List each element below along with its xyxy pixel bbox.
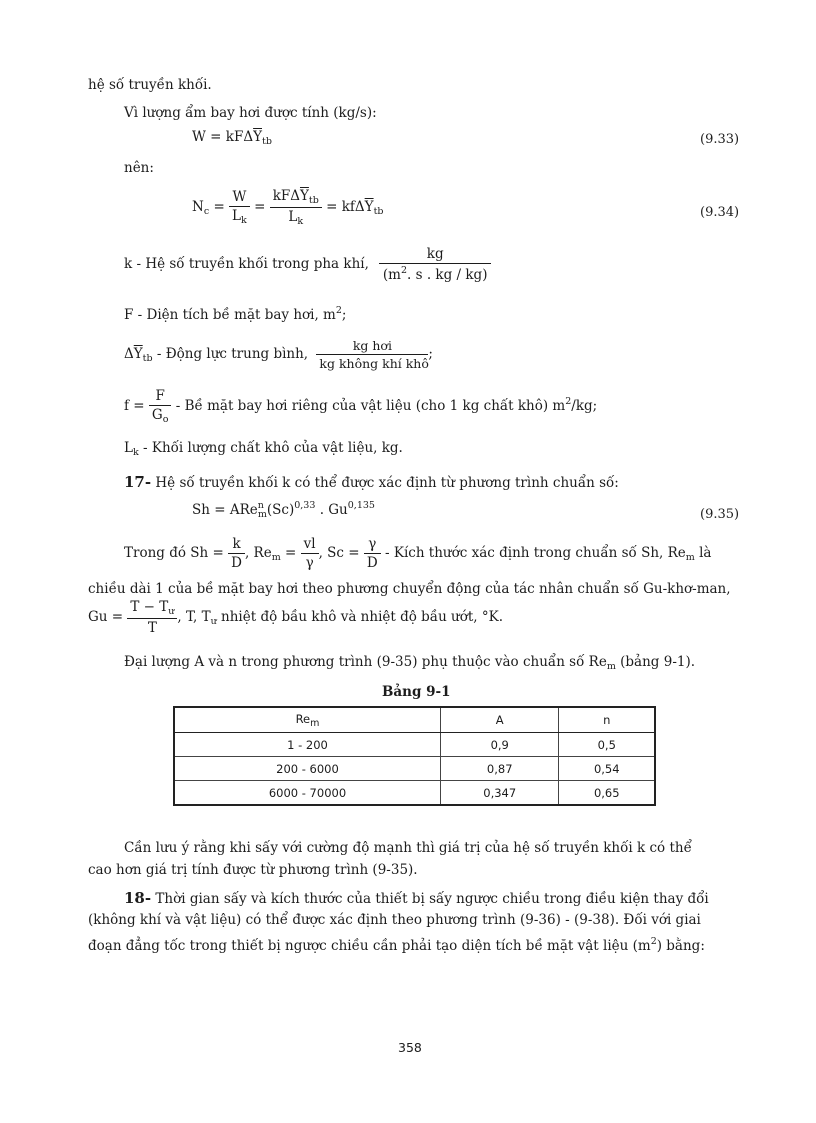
definition-F <box>124 305 346 323</box>
fraction <box>301 536 319 571</box>
eq-sub: tb <box>308 195 319 206</box>
fraction <box>316 338 428 371</box>
page-number: 358 <box>398 1040 422 1055</box>
eq-sub: tb <box>373 206 384 217</box>
table-header-cell: A <box>440 707 559 733</box>
data-table <box>173 706 656 806</box>
text-fragment: đoạn đẳng tốc trong thiết bị ngược chiều cần phải tạo diện tích bề mặt vật liệu (m <box>88 938 651 954</box>
eq-den <box>149 406 172 425</box>
eq-num <box>127 599 177 619</box>
definition-Lk <box>124 440 403 458</box>
eq-text: , Sc = <box>318 545 360 561</box>
eq-sup: 0,135 <box>347 500 375 511</box>
eq-text: Δ <box>124 346 134 362</box>
table-cell: 0,87 <box>440 757 559 781</box>
definition-dY <box>124 338 433 371</box>
eq-sub: tb <box>262 136 272 147</box>
fraction <box>149 388 172 425</box>
eq-text: , <box>177 609 182 625</box>
table-cell: 0,9 <box>440 733 559 757</box>
eq-text: W = kFΔ <box>192 129 254 145</box>
eq-text: L <box>288 209 298 225</box>
eq-text: $\overline{Y}$ <box>133 346 143 362</box>
eq-text: . s . kg / kg) <box>407 267 488 283</box>
eq-num: kg <box>379 246 491 264</box>
eq-sub: m <box>606 661 616 672</box>
text-fragment: Hệ số truyền khối k có thể được xác định từ phương trình chuẩn số: <box>155 475 619 491</box>
table-cell: 6000 - 70000 <box>174 781 440 806</box>
eq-text: , Re <box>244 545 272 561</box>
table-cell: 1 - 200 <box>174 733 440 757</box>
eq-text: (m <box>382 267 401 283</box>
table-cell: 0,54 <box>559 757 655 781</box>
eq-text: = <box>285 545 297 561</box>
section-number: 18- <box>124 889 152 907</box>
eq-text: $\overline{Y}$ <box>253 129 262 145</box>
eq-text: kFΔ <box>272 188 300 204</box>
eq-den: D <box>231 555 242 571</box>
eq-num: γ <box>364 536 381 554</box>
fraction <box>364 536 381 571</box>
header-text: Re <box>295 711 311 726</box>
text-fragment: /kg; <box>571 398 598 414</box>
text-line: Cần lưu ý rằng khi sấy với cường độ mạnh thì giá trị của hệ số truyền khối k có thể <box>124 840 692 856</box>
eq-sup: 0,33 <box>294 500 316 511</box>
text-fragment: T, T <box>186 609 211 625</box>
text-fragment: - Kích thước xác định trong chuẩn số Sh, Re <box>385 545 686 561</box>
fraction <box>127 599 177 636</box>
header-sub: m <box>310 717 320 729</box>
text-fragment: ; <box>428 346 433 362</box>
eq-text: $\overline{Y}$ <box>364 199 374 215</box>
eq-den <box>270 208 322 227</box>
text-fragment: k - Hệ số truyền khối trong pha khí, <box>124 256 369 272</box>
eq-sup: 2 <box>650 936 657 947</box>
table-cell: 0,5 <box>559 733 655 757</box>
eq-den: kg không khí khô <box>319 356 429 371</box>
table-header-row <box>174 707 655 733</box>
eq-text: G <box>151 407 163 423</box>
text-fragment: - Khối lượng chất khô của vật liệu, kg. <box>143 440 403 456</box>
eq-den: γ <box>305 555 314 571</box>
text-fragment: hệ số truyền khối. <box>88 77 212 93</box>
text-fragment: Vì lượng ẩm bay hơi được tính (kg/s): <box>124 105 377 121</box>
eq-num: W <box>229 189 250 207</box>
eq-sub: ư <box>168 606 175 617</box>
eq-sub: k <box>297 216 304 227</box>
eq-text: f = <box>124 398 145 414</box>
eq-text: $\overline{Y}$ <box>299 188 309 204</box>
text-fragment: - Bề mặt bay hơi riêng của vật liệu (cho 1 kg chất khô) m <box>175 398 566 414</box>
eq-sub: m <box>685 552 695 563</box>
eq-sub: m <box>271 552 281 563</box>
text-line <box>124 105 377 121</box>
fraction <box>270 188 322 227</box>
text-fragment: ) bằng: <box>656 938 705 954</box>
eq-den: T <box>147 620 157 636</box>
table-cell: 0,347 <box>440 781 559 806</box>
eq-sub: ư <box>210 616 217 627</box>
definition-f <box>124 388 597 425</box>
eq-den: D <box>366 555 378 571</box>
text-line <box>88 77 212 93</box>
equation-9-35 <box>192 500 375 520</box>
eq-num: F <box>149 388 172 406</box>
table-cell: 200 - 6000 <box>174 757 440 781</box>
definition-k <box>124 246 491 283</box>
eq-den <box>379 264 491 283</box>
table-header-cell: n <box>559 707 655 733</box>
text-line <box>88 936 705 954</box>
text-line: chiều dài 1 của bề mặt bay hơi theo phương chuyển động của tác nhân chuẩn số Gu-khơ-man, <box>88 581 731 597</box>
eq-sub: m <box>257 509 267 520</box>
text-fragment: là <box>699 545 712 561</box>
table-header-cell <box>174 707 440 733</box>
gu-line <box>88 599 503 636</box>
eq-sub: c <box>203 206 210 217</box>
text-fragment: F - Diện tích bề mặt bay hơi, m <box>124 307 336 323</box>
equation-number: (9.33) <box>700 132 740 147</box>
definitions-line <box>124 536 711 571</box>
eq-text: T − T <box>130 599 169 615</box>
eq-num: vl <box>301 536 319 554</box>
text-fragment: ; <box>341 307 347 323</box>
fraction <box>228 536 245 571</box>
eq-den <box>229 207 250 226</box>
section-number: 17- <box>124 473 152 491</box>
eq-text: Sh = ARe <box>192 502 258 518</box>
paragraph-17 <box>124 473 619 491</box>
table-row <box>174 757 655 781</box>
table-row <box>174 733 655 757</box>
fraction <box>229 189 250 226</box>
text-fragment: Trong đó Sh = <box>124 545 224 561</box>
text-line <box>124 654 695 672</box>
eq-sup: 2 <box>335 305 342 316</box>
eq-text: L <box>124 440 133 456</box>
text-fragment: nhiệt độ bầu khô và nhiệt độ bầu ướt, °K. <box>221 609 504 625</box>
eq-text: Gu = <box>88 609 124 625</box>
eq-sub: k <box>132 447 139 458</box>
equation-9-33 <box>192 129 272 147</box>
eq-num: kg hơi <box>316 338 428 355</box>
eq-sup: n <box>257 500 264 511</box>
equation-number: (9.35) <box>700 507 740 522</box>
eq-sup: 2 <box>565 396 572 407</box>
text-line: (không khí và vật liệu) có thể được xác định theo phương trình (9-36) - (9-38). Đối với giai <box>88 912 701 928</box>
text-fragment: Thời gian sấy và kích thước của thiết bị sấy ngược chiều trong điều kiện thay đổi <box>155 891 709 907</box>
eq-sub: tb <box>142 353 153 364</box>
text-fragment: Đại lượng A và n trong phương trình (9-35) phụ thuộc vào chuẩn số Re <box>124 654 607 670</box>
eq-num <box>270 188 322 208</box>
eq-num: k <box>228 536 245 554</box>
text-line: nên: <box>124 160 154 176</box>
eq-text: = <box>213 199 225 215</box>
table-caption: Bảng 9-1 <box>382 684 451 700</box>
table-cell: 0,65 <box>559 781 655 806</box>
eq-text: L <box>232 208 242 224</box>
paragraph-18 <box>124 889 709 907</box>
eq-sub: o <box>162 414 169 425</box>
eq-text: = kfΔ <box>326 199 365 215</box>
table-row <box>174 781 655 806</box>
eq-sup: 2 <box>400 265 408 276</box>
text-fragment: - Động lực trung bình, <box>156 346 309 362</box>
equation-9-34 <box>192 188 383 227</box>
eq-text: N <box>192 199 204 215</box>
text-line: cao hơn giá trị tính được từ phương trình (9-35). <box>88 862 418 878</box>
fraction <box>379 246 491 283</box>
eq-text: . Gu <box>319 502 348 518</box>
eq-text: (Sc) <box>266 502 295 518</box>
text-fragment: (bảng 9-1). <box>620 654 696 670</box>
eq-text: = <box>254 199 266 215</box>
eq-sub: k <box>241 215 247 226</box>
equation-number: (9.34) <box>700 205 740 220</box>
